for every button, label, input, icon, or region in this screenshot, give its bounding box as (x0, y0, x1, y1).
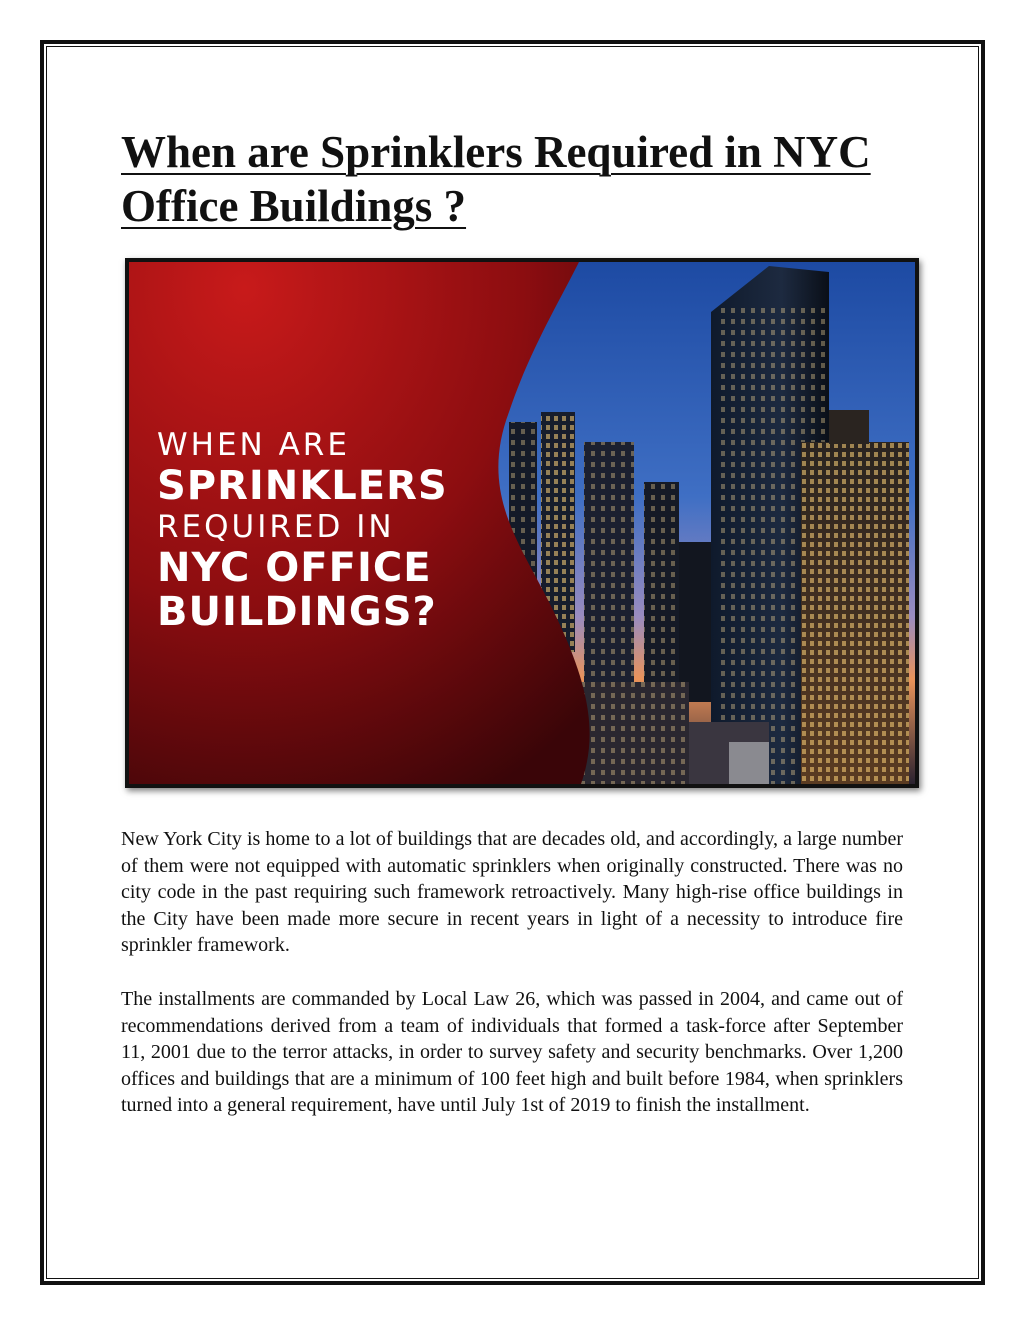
page-title: When are Sprinklers Required in NYC Office Buildings ? (121, 127, 871, 231)
hero-line-2: SPRINKLERS (157, 463, 448, 509)
hero-line-5: BUILDINGS? (157, 589, 437, 635)
paragraph-2: The installments are commanded by Local Law 26, which was passed in 2004, and came out of recommendations derived from a team of individuals that formed a task-force after September 11, 2001 due to the terror attacks, in order to survey safety and security benchmarks. Over 1,200 offices and buildings that are a minimum of 100 feet high and built before 1984, when sprinklers turned into a general requirement, have until July 1st of 2019 to finish the installment. (121, 988, 903, 1116)
paragraph-1: New York City is home to a lot of buildings that are decades old, and accordingly, a large number of them were not equipped with automatic sprinklers when originally constructed. There was no city code in the past requiring such framework retroactively. Many high-rise office buildings in the City have been made more secure in recent years in light of a necessity to introduce fire sprinkler framework. (121, 828, 903, 956)
hero-line-4: NYC OFFICE (157, 545, 432, 591)
hero-image (125, 258, 919, 788)
hero-caption (157, 426, 448, 634)
hero-line-3: REQUIRED IN (157, 509, 395, 545)
hero-line-1: WHEN ARE (157, 427, 350, 463)
